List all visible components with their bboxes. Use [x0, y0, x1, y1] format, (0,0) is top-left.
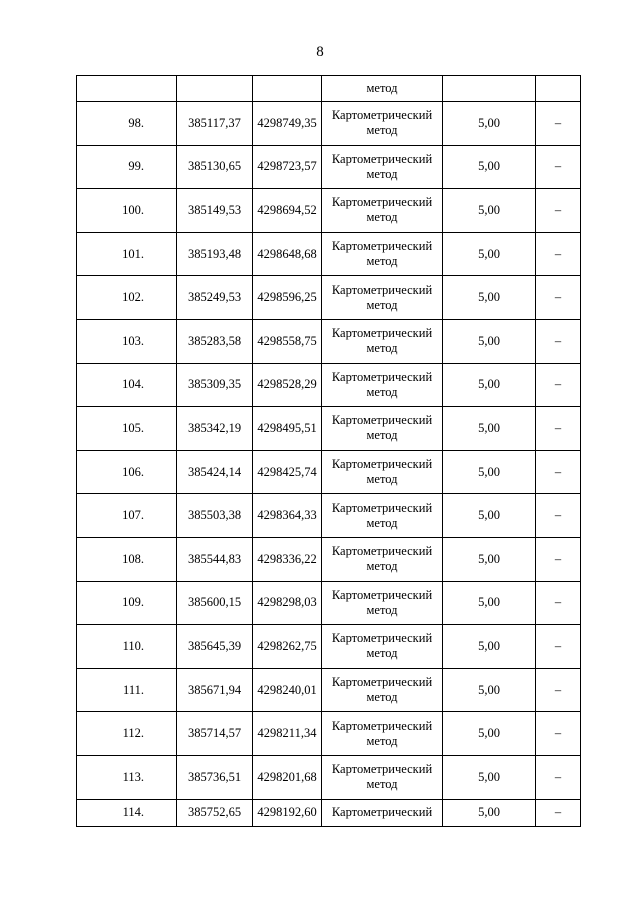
cell-y: 4298211,34: [253, 712, 322, 756]
cell-note: –: [536, 189, 581, 233]
cell-note: –: [536, 712, 581, 756]
cell-x: 385752,65: [177, 799, 253, 826]
cell-accuracy: 5,00: [443, 625, 536, 669]
cell-note: –: [536, 625, 581, 669]
cell-method: Картометрический метод: [322, 712, 443, 756]
table-row: [77, 319, 581, 363]
cell-accuracy: 5,00: [443, 494, 536, 538]
cell-number: 103.: [77, 319, 177, 363]
table-row: [77, 799, 581, 826]
cell-x: 385249,53: [177, 276, 253, 320]
cell-accuracy: [443, 76, 536, 102]
cell-method: Картометрический метод: [322, 145, 443, 189]
cell-method: Картометрический метод: [322, 276, 443, 320]
cell-y: 4298749,35: [253, 102, 322, 146]
table-row: [77, 407, 581, 451]
cell-x: 385283,58: [177, 319, 253, 363]
table-row: [77, 494, 581, 538]
cell-x: 385671,94: [177, 668, 253, 712]
page-number: 8: [316, 44, 324, 60]
table-row-continuation: [77, 76, 581, 102]
cell-number: 111.: [77, 668, 177, 712]
cell-note: –: [536, 450, 581, 494]
cell-y: 4298495,51: [253, 407, 322, 451]
cell-accuracy: 5,00: [443, 145, 536, 189]
table-row: [77, 625, 581, 669]
table-row: [77, 363, 581, 407]
table-row: [77, 755, 581, 799]
cell-y: 4298528,29: [253, 363, 322, 407]
cell-x: 385342,19: [177, 407, 253, 451]
table-row: [77, 276, 581, 320]
cell-y: 4298336,22: [253, 537, 322, 581]
cell-note: –: [536, 232, 581, 276]
cell-y: 4298694,52: [253, 189, 322, 233]
cell-number: 102.: [77, 276, 177, 320]
cell-y: 4298298,03: [253, 581, 322, 625]
cell-accuracy: 5,00: [443, 668, 536, 712]
cell-number: 108.: [77, 537, 177, 581]
cell-number: 112.: [77, 712, 177, 756]
cell-method: Картометрический метод: [322, 189, 443, 233]
cell-x: 385544,83: [177, 537, 253, 581]
cell-method: Картометрический метод: [322, 450, 443, 494]
cell-x: 385149,53: [177, 189, 253, 233]
cell-x: 385309,35: [177, 363, 253, 407]
cell-note: [536, 76, 581, 102]
cell-note: –: [536, 494, 581, 538]
cell-x: [177, 76, 253, 102]
cell-accuracy: 5,00: [443, 189, 536, 233]
table-row: [77, 537, 581, 581]
cell-note: –: [536, 276, 581, 320]
cell-number: 100.: [77, 189, 177, 233]
cell-note: –: [536, 145, 581, 189]
cell-note: –: [536, 755, 581, 799]
cell-accuracy: 5,00: [443, 581, 536, 625]
cell-note: –: [536, 363, 581, 407]
cell-method: Картометрический метод: [322, 407, 443, 451]
cell-accuracy: 5,00: [443, 232, 536, 276]
cell-y: 4298596,25: [253, 276, 322, 320]
cell-number: 107.: [77, 494, 177, 538]
cell-y: 4298201,68: [253, 755, 322, 799]
coordinates-table-body: [77, 76, 581, 827]
cell-note: –: [536, 799, 581, 826]
table-row: [77, 145, 581, 189]
table-row: [77, 581, 581, 625]
cell-x: 385736,51: [177, 755, 253, 799]
cell-method: Картометрический метод: [322, 755, 443, 799]
cell-y: 4298192,60: [253, 799, 322, 826]
table-row: [77, 668, 581, 712]
cell-method: Картометрический метод: [322, 319, 443, 363]
cell-note: –: [536, 668, 581, 712]
cell-method: Картометрический: [322, 799, 443, 826]
cell-accuracy: 5,00: [443, 537, 536, 581]
cell-x: 385424,14: [177, 450, 253, 494]
table-row: [77, 450, 581, 494]
cell-accuracy: 5,00: [443, 799, 536, 826]
cell-accuracy: 5,00: [443, 712, 536, 756]
cell-x: 385714,57: [177, 712, 253, 756]
cell-accuracy: 5,00: [443, 755, 536, 799]
cell-accuracy: 5,00: [443, 319, 536, 363]
cell-accuracy: 5,00: [443, 276, 536, 320]
cell-method: метод: [322, 76, 443, 102]
cell-accuracy: 5,00: [443, 450, 536, 494]
cell-method: Картометрический метод: [322, 625, 443, 669]
cell-number: 104.: [77, 363, 177, 407]
cell-y: [253, 76, 322, 102]
cell-number: 114.: [77, 799, 177, 826]
cell-number: 99.: [77, 145, 177, 189]
cell-number: 101.: [77, 232, 177, 276]
cell-x: 385645,39: [177, 625, 253, 669]
cell-x: 385117,37: [177, 102, 253, 146]
cell-y: 4298364,33: [253, 494, 322, 538]
cell-y: 4298723,57: [253, 145, 322, 189]
cell-number: 105.: [77, 407, 177, 451]
cell-note: –: [536, 319, 581, 363]
cell-x: 385503,38: [177, 494, 253, 538]
cell-method: Картометрический метод: [322, 581, 443, 625]
table-row: [77, 102, 581, 146]
table-row: [77, 189, 581, 233]
cell-y: 4298558,75: [253, 319, 322, 363]
cell-method: Картометрический метод: [322, 102, 443, 146]
cell-method: Картометрический метод: [322, 494, 443, 538]
cell-note: –: [536, 581, 581, 625]
cell-note: –: [536, 102, 581, 146]
cell-y: 4298648,68: [253, 232, 322, 276]
cell-accuracy: 5,00: [443, 363, 536, 407]
cell-method: Картометрический метод: [322, 363, 443, 407]
cell-number: 109.: [77, 581, 177, 625]
cell-x: 385193,48: [177, 232, 253, 276]
cell-y: 4298262,75: [253, 625, 322, 669]
cell-number: [77, 76, 177, 102]
cell-accuracy: 5,00: [443, 407, 536, 451]
cell-number: 110.: [77, 625, 177, 669]
table-row: [77, 712, 581, 756]
coordinates-table: [76, 75, 581, 827]
cell-number: 106.: [77, 450, 177, 494]
cell-method: Картометрический метод: [322, 537, 443, 581]
table-row: [77, 232, 581, 276]
cell-method: Картометрический метод: [322, 232, 443, 276]
cell-x: 385130,65: [177, 145, 253, 189]
cell-number: 113.: [77, 755, 177, 799]
cell-note: –: [536, 407, 581, 451]
cell-number: 98.: [77, 102, 177, 146]
cell-x: 385600,15: [177, 581, 253, 625]
cell-note: –: [536, 537, 581, 581]
cell-y: 4298240,01: [253, 668, 322, 712]
cell-y: 4298425,74: [253, 450, 322, 494]
cell-method: Картометрический метод: [322, 668, 443, 712]
cell-accuracy: 5,00: [443, 102, 536, 146]
